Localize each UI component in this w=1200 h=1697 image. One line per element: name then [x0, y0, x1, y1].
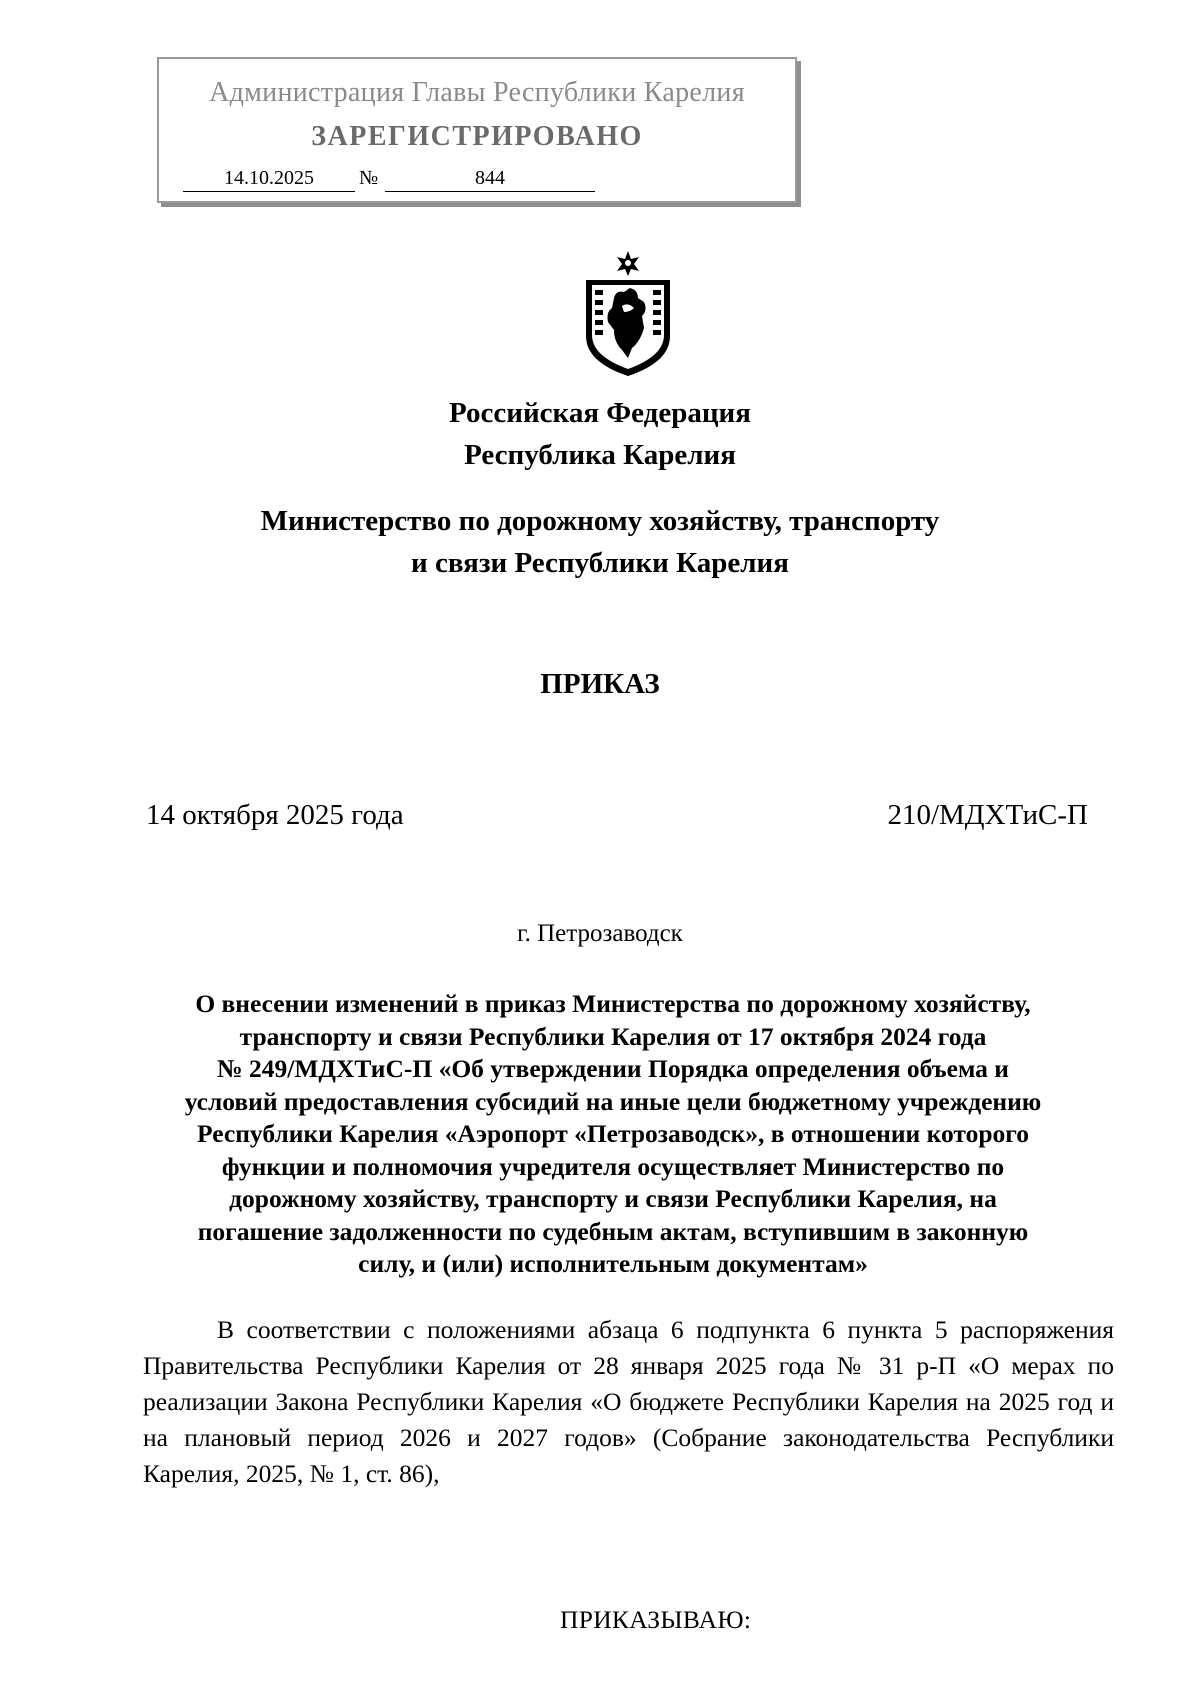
title-line: условий предоставления субсидий на иные цели бюджетному учреждению	[184, 1086, 1042, 1116]
header-country-block	[0, 392, 1200, 476]
title-line: погашение задолженности по судебным актам, вступившим в законную	[197, 1216, 1029, 1246]
order-word: ПРИКАЗЫВАЮ:	[560, 1605, 752, 1634]
karelia-coat-of-arms-icon	[578, 250, 678, 378]
stamp-organization: Администрация Главы Республики Карелия	[209, 77, 745, 108]
document-title	[148, 988, 1078, 1281]
header-ministry-line2: и связи Республики Карелия	[411, 547, 789, 579]
stamp-number-sign: №	[359, 167, 379, 189]
stamp-number: 844	[385, 165, 595, 192]
header-ministry-block	[0, 500, 1200, 584]
registration-stamp	[157, 57, 797, 203]
document-type: ПРИКАЗ	[540, 668, 660, 700]
title-line: транспорту и связи Республики Карелия от 17 октября 2024 года	[239, 1021, 987, 1051]
body-paragraph: В соответствии с положениями абзаца 6 подпункта 6 пункта 5 распоряжения Правительства Республики Карелия от 28 января 2025 года № 31 р-П «О мерах по реализации Закона Республики Карелия «О бюджете Республики Карелия на 2025 год и на плановый период 2026 и 2027 годов» (Собрание законодательства Республики Карелия, 2025, № 1, ст. 86),	[143, 1315, 1114, 1488]
star-icon	[617, 251, 639, 276]
document-date: 14 октября 2025 года	[146, 799, 404, 831]
header-region: Республика Карелия	[464, 439, 736, 471]
title-line: № 249/МДХТиС-П «Об утверждении Порядка определения объема и	[217, 1054, 1009, 1083]
document-city: г. Петрозаводск	[517, 920, 683, 947]
header-country: Российская Федерация	[449, 397, 751, 429]
title-line: О внесении изменений в приказ Министерства по дорожному хозяйству,	[195, 989, 1031, 1018]
title-line: функции и полномочия учредителя осуществляет Министерство по	[221, 1151, 1005, 1181]
title-line: силу, и (или) исполнительным документам»	[358, 1249, 868, 1278]
stamp-status: ЗАРЕГИСТРИРОВАНО	[311, 121, 643, 152]
header-ministry-line1: Министерство по дорожному хозяйству, транспорту	[260, 505, 940, 537]
document-number: 210/МДХТиС-П	[887, 799, 1088, 831]
title-line: дорожному хозяйству, транспорту и связи Республики Карелия, на	[229, 1184, 997, 1213]
title-line: Республики Карелия «Аэропорт «Петрозаводск», в отношении которого	[197, 1119, 1029, 1148]
stamp-date: 14.10.2025	[183, 165, 355, 192]
